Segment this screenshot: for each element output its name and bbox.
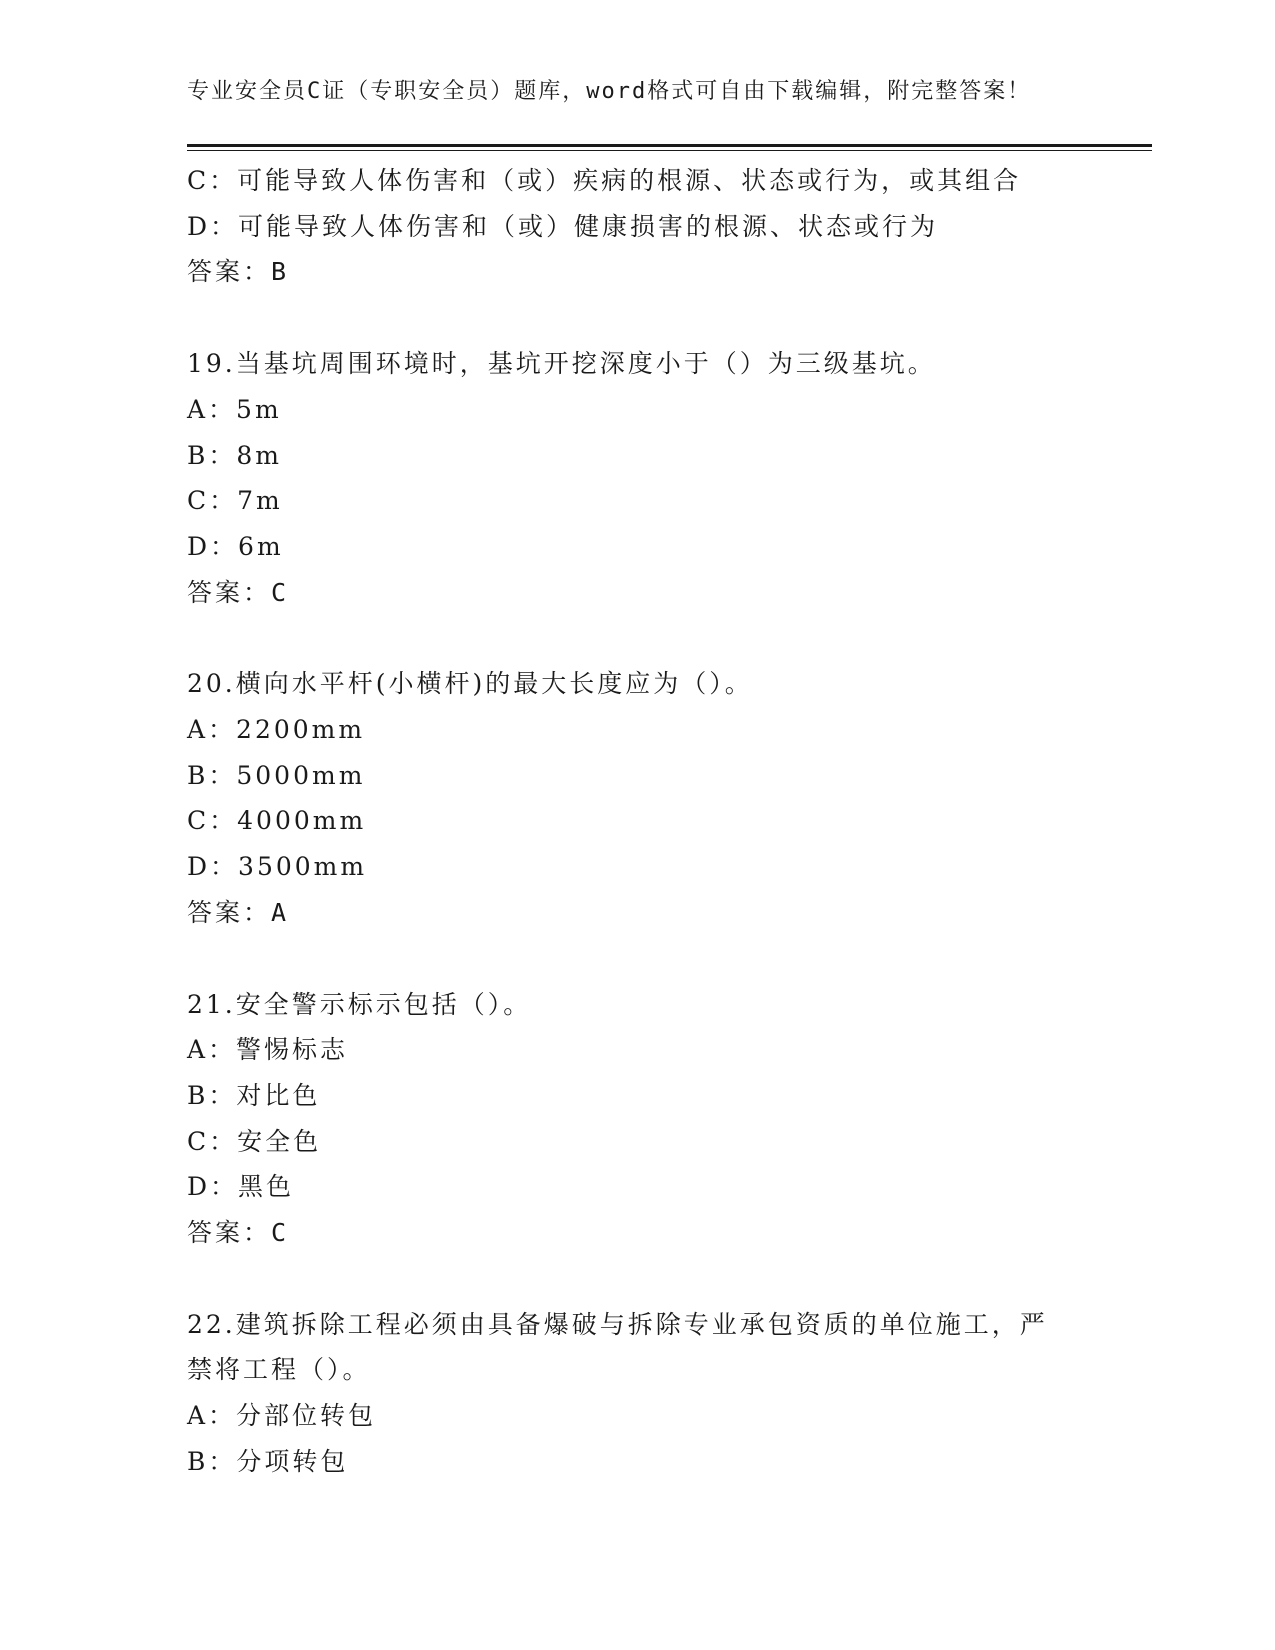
option-c: C：安全色 — [187, 1126, 322, 1156]
option-b: B：5000mm — [187, 760, 366, 790]
option-a: A：警惕标志 — [187, 1035, 349, 1065]
question-21 — [187, 982, 1087, 1256]
option-b: B：分项转包 — [187, 1446, 349, 1476]
question-text: 22.建筑拆除工程必须由具备爆破与拆除专业承包资质的单位施工，严 — [187, 1309, 1048, 1339]
header-rule-thick — [187, 144, 1152, 147]
answer: 答案：C — [187, 577, 290, 607]
question-text-continued: 禁将工程（）。 — [187, 1355, 371, 1385]
answer: 答案：A — [187, 897, 290, 927]
option-c: C：7m — [187, 486, 283, 516]
header-rule-thin — [187, 150, 1152, 151]
option-d: D：6m — [187, 531, 284, 561]
option-b: B：8m — [187, 440, 282, 470]
option-d: D：黑色 — [187, 1172, 295, 1202]
option-d: D：3500mm — [187, 852, 368, 882]
question-19 — [187, 341, 1087, 615]
question-22 — [187, 1302, 1087, 1485]
option-a: A：分部位转包 — [187, 1401, 377, 1431]
option-c: C：可能导致人体伤害和（或）疾病的根源、状态或行为，或其组合 — [187, 166, 1022, 195]
question-text: 21.安全警示标示包括（）。 — [187, 989, 532, 1019]
question-text: 20.横向水平杆(小横杆)的最大长度应为（）。 — [187, 669, 753, 699]
option-c: C：4000mm — [187, 806, 367, 836]
answer: 答案：B — [187, 257, 290, 287]
question-20 — [187, 661, 1087, 935]
question-text: 19.当基坑周围环境时，基坑开挖深度小于（）为三级基坑。 — [187, 349, 936, 379]
answer: 答案：C — [187, 1218, 290, 1248]
previous-question-tail — [187, 158, 1087, 295]
option-d: D：可能导致人体伤害和（或）健康损害的根源、状态或行为 — [187, 211, 939, 241]
question-content — [187, 158, 1087, 1485]
option-a: A：5m — [187, 394, 282, 424]
page-header: 专业安全员C证（专职安全员）题库，word格式可自由下载编辑，附完整答案！ — [187, 79, 1032, 104]
option-b: B：对比色 — [187, 1080, 321, 1110]
option-a: A：2200mm — [187, 715, 366, 745]
